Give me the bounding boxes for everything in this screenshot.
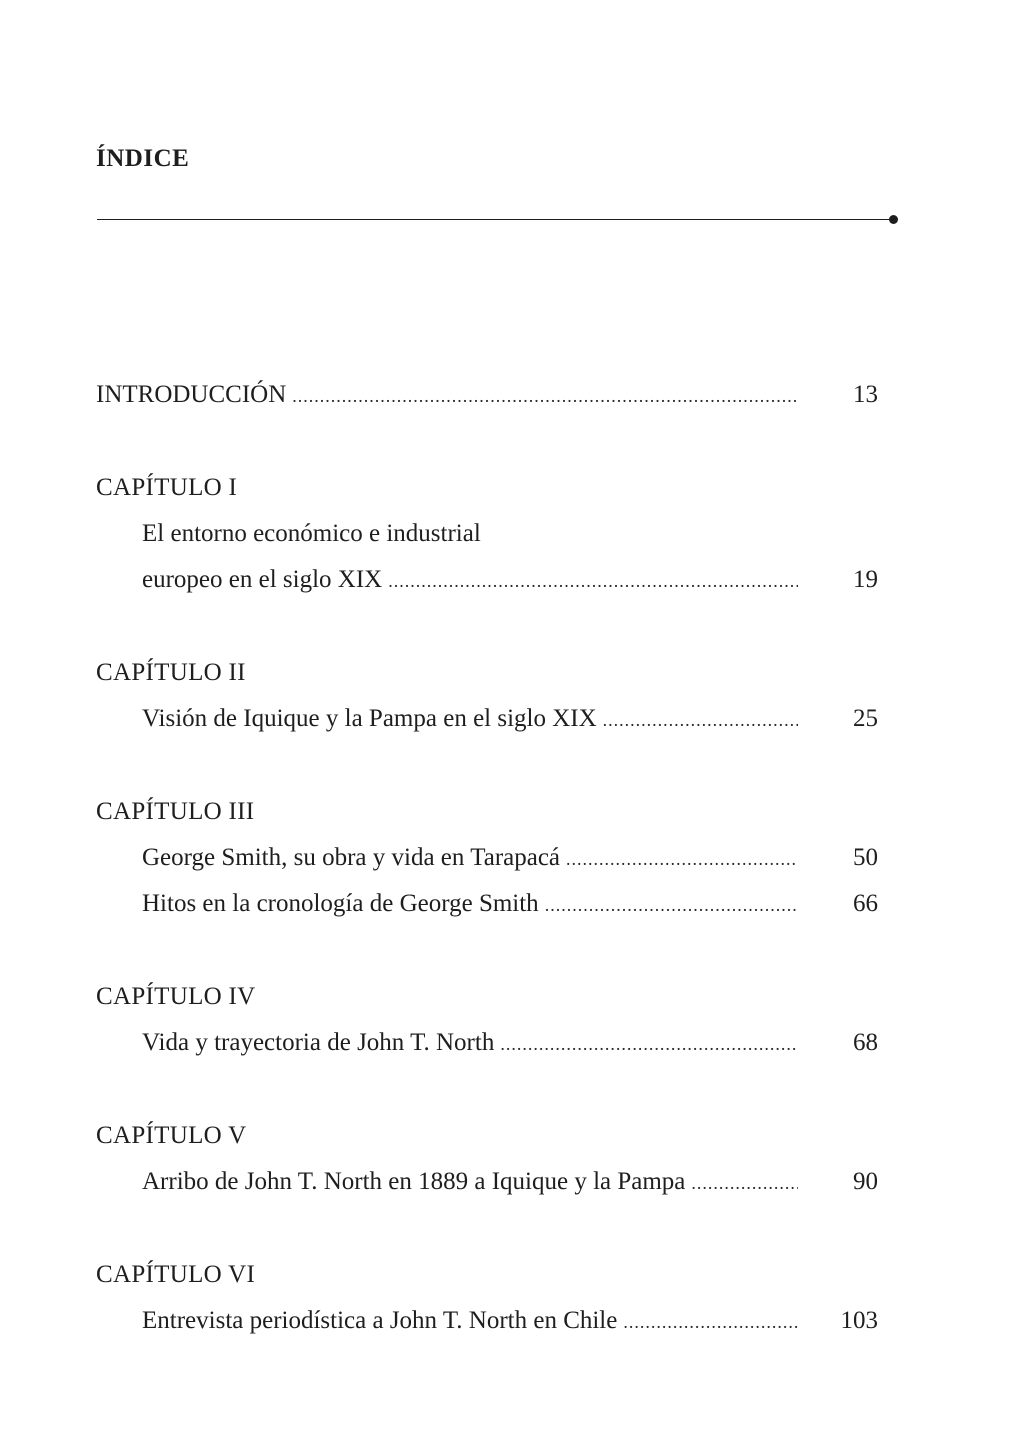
- toc-entry-cap4[interactable]: [142, 1026, 878, 1060]
- toc-entry-introduccion[interactable]: [96, 378, 878, 412]
- toc-entry-title: Visión de Iquique y la Pampa en el siglo XIX: [142, 705, 597, 732]
- chapter-label-3: CAPÍTULO III: [96, 798, 255, 825]
- toc-entry-title: George Smith, su obra y vida en Tarapacá: [142, 844, 561, 871]
- toc-page-number: 19: [853, 566, 878, 593]
- toc-entry-title: Arribo de John T. North en 1889 a Iquique y la Pampa: [142, 1168, 686, 1195]
- toc-page-number: 90: [853, 1168, 878, 1195]
- page-title: ÍNDICE: [96, 145, 190, 172]
- toc-entry-title: Hitos en la cronología de George Smith: [142, 890, 539, 917]
- dot-leader: [500, 1027, 798, 1061]
- dot-leader: [388, 564, 798, 598]
- toc-page-number: 50: [853, 844, 878, 871]
- toc-page-number: 25: [853, 705, 878, 732]
- chapter-label-6: CAPÍTULO VI: [96, 1261, 256, 1288]
- chapter-label-5: CAPÍTULO V: [96, 1122, 247, 1149]
- toc-entry-cap6[interactable]: [142, 1304, 878, 1338]
- dot-leader: [566, 842, 798, 876]
- toc-entry-title: Entrevista periodística a John T. North en Chile: [142, 1307, 618, 1334]
- chapter-label-1: CAPÍTULO I: [96, 474, 238, 501]
- toc-page-number: 103: [840, 1307, 878, 1334]
- toc-entry-title: INTRODUCCIÓN: [96, 381, 287, 408]
- chapter-label-2: CAPÍTULO II: [96, 659, 246, 686]
- toc-entry-cap2[interactable]: [142, 702, 878, 736]
- toc-entry-cap1[interactable]: [142, 563, 878, 597]
- toc-page-number: 66: [853, 890, 878, 917]
- dot-leader: [603, 703, 798, 737]
- toc-entry-title: Vida y trayectoria de John T. North: [142, 1029, 495, 1056]
- dot-leader: [691, 1166, 798, 1200]
- toc-page-number: 13: [853, 381, 878, 408]
- toc-entry-title-line[interactable]: El entorno económico e industrial: [142, 520, 481, 547]
- toc-entry-title: europeo en el siglo XIX: [142, 566, 383, 593]
- dot-leader: [623, 1305, 798, 1339]
- toc-page-number: 68: [853, 1029, 878, 1056]
- toc-entry-cap3-1[interactable]: [142, 841, 878, 875]
- dot-leader: [292, 379, 798, 413]
- chapter-label-4: CAPÍTULO IV: [96, 983, 256, 1010]
- toc-entry-cap3-2[interactable]: [142, 887, 878, 921]
- toc-entry-cap5[interactable]: [142, 1165, 878, 1199]
- dot-leader: [545, 888, 798, 922]
